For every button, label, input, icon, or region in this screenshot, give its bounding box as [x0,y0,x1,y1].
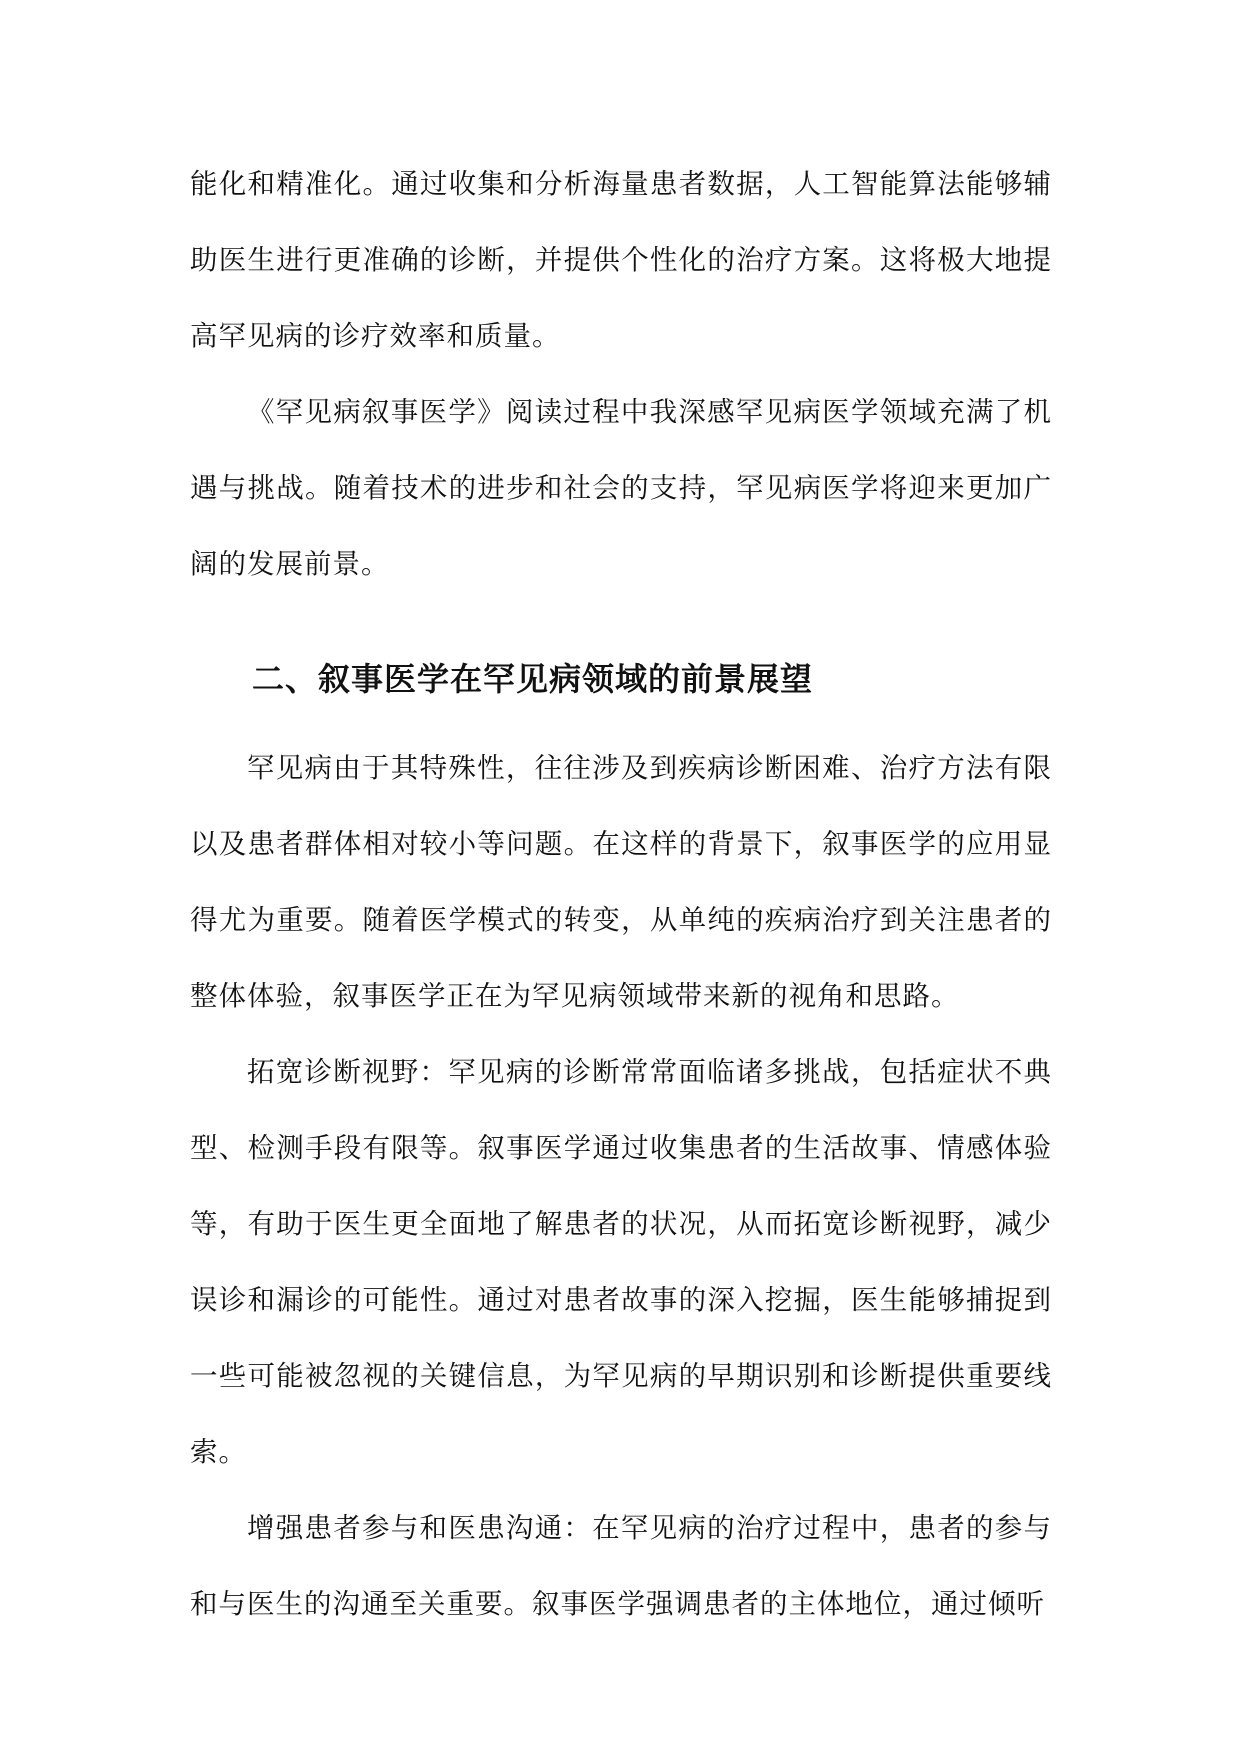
paragraph-patient-participation: 增强患者参与和医患沟通：在罕见病的治疗过程中，患者的参与和与医生的沟通至关重要。叙事医学强调患者的主体地位，通过倾听 [190,1512,1052,1620]
paragraph-reading-reflection: 《罕见病叙事医学》阅读过程中我深感罕见病医学领域充满了机遇与挑战。随着技术的进步和社会的支持，罕见病医学将迎来更加广阔的发展前景。 [190,396,1052,580]
document-body [190,146,1052,1642]
paragraph-narrative-medicine-importance: 罕见病由于其特殊性，往往涉及到疾病诊断困难、治疗方法有限以及患者群体相对较小等问题。在这样的背景下，叙事医学的应用显得尤为重要。随着医学模式的转变，从单纯的疾病治疗到关注患者的整体体验，叙事医学正在为罕见病领域带来新的视角和思路。 [190,752,1052,1012]
paragraph-ai-diagnosis-continued: 能化和精准化。通过收集和分析海量患者数据，人工智能算法能够辅助医生进行更准确的诊断，并提供个性化的治疗方案。这将极大地提高罕见病的诊疗效率和质量。 [190,168,1052,352]
section-heading: 二、叙事医学在罕见病领域的前景展望 [252,660,814,698]
paragraph-broaden-diagnosis: 拓宽诊断视野：罕见病的诊断常常面临诸多挑战，包括症状不典型、检测手段有限等。叙事医学通过收集患者的生活故事、情感体验等，有助于医生更全面地了解患者的状况，从而拓宽诊断视野，减少误诊和漏诊的可能性。通过对患者故事的深入挖掘，医生能够捕捉到一些可能被忽视的关键信息，为罕见病的早期识别和诊断提供重要线索。 [190,1056,1052,1468]
